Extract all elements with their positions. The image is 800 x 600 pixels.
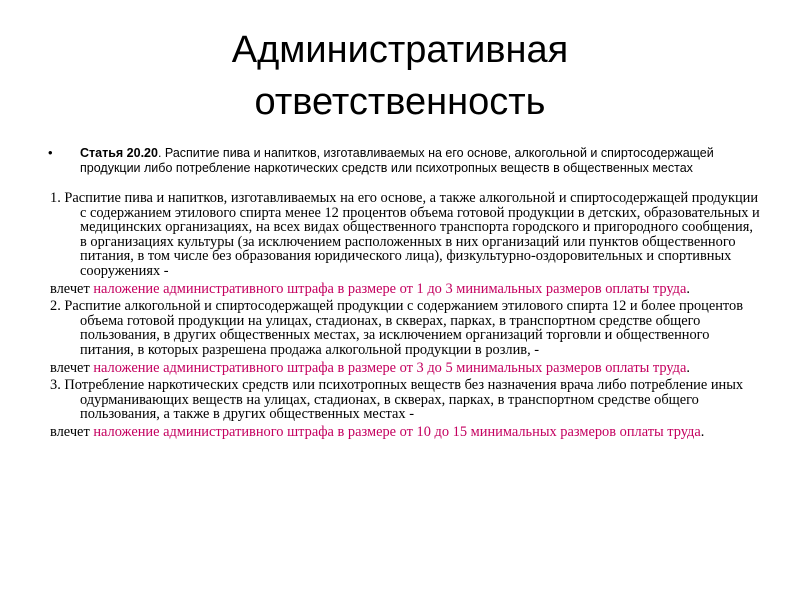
- clause-3-sanction-highlight: наложение административного штрафа в размере от 10 до 15 минимальных размеров оплаты труда: [93, 423, 701, 440]
- clause-3-sanction-prefix: влечет: [50, 423, 94, 440]
- clause-3-sanction-end: .: [700, 423, 705, 440]
- bullet-icon: •: [48, 145, 53, 160]
- article-intro-text: [80, 146, 760, 175]
- article-body: [48, 191, 760, 443]
- clause-2-sanction-highlight: наложение административного штрафа в размере от 3 до 5 минимальных размеров оплаты труда: [93, 359, 687, 376]
- clause-1-text: 1. Распитие пива и напитков, изготавливаемых на его основе, а также алкогольной и спиртосодержащей продукции с содержанием этилового спирта менее 12 процентов объема готовой продукции в детских, образовательных и медицинских организациях, на всех видах общественного транспорта городского и пригородного сообщения, в организациях культуры (за исключением расположенных в них организаций или пунктов общественного питания, в том числе без образования юридического лица), физкультурно-оздоровительных и спортивных сооружениях -: [50, 190, 760, 279]
- clause-1-sanction: [48, 282, 760, 297]
- clause-2-sanction-end: .: [686, 359, 690, 376]
- clause-2-sanction-prefix: влечет: [50, 359, 94, 376]
- slide-title: [60, 24, 740, 128]
- clause-2-text: 2. Распитие алкогольной и спиртосодержащей продукции с содержанием этилового спирта 12 и более процентов объема готовой продукции на улицах, стадионах, в скверах, парках, в транспортном средстве общего пользования, в других общественных местах, за исключением организаций торговли и общественного питания, в которых разрешена продажа алкогольной продукции в розлив, -: [50, 298, 744, 358]
- article-intro: [48, 146, 760, 175]
- slide-title-line-1: Административная: [231, 29, 569, 71]
- clause-2-sanction: [48, 361, 760, 376]
- article-title: . Распитие пива и напитков, изготавливаемых на его основе, алкогольной и спиртосодержащей продукции либо потребление наркотических средств или психотропных веществ в общественных местах: [80, 146, 714, 175]
- clause-3-sanction: [48, 425, 760, 440]
- slide-title-line-2: ответственность: [254, 81, 546, 123]
- clause-1-sanction-end: .: [686, 280, 690, 297]
- article-number: Статья 20.20: [80, 146, 158, 160]
- clause-1-sanction-prefix: влечет: [50, 280, 94, 297]
- clause-1-sanction-highlight: наложение административного штрафа в размере от 1 до 3 минимальных размеров оплаты труда: [93, 280, 687, 297]
- clause-3-text: 3. Потребление наркотических средств или психотропных веществ без назначения врача либо потребление иных одурманивающих веществ на улицах, стадионах, в скверах, парках, в транспортном средстве общего пользования, а также в других общественных местах -: [50, 377, 744, 423]
